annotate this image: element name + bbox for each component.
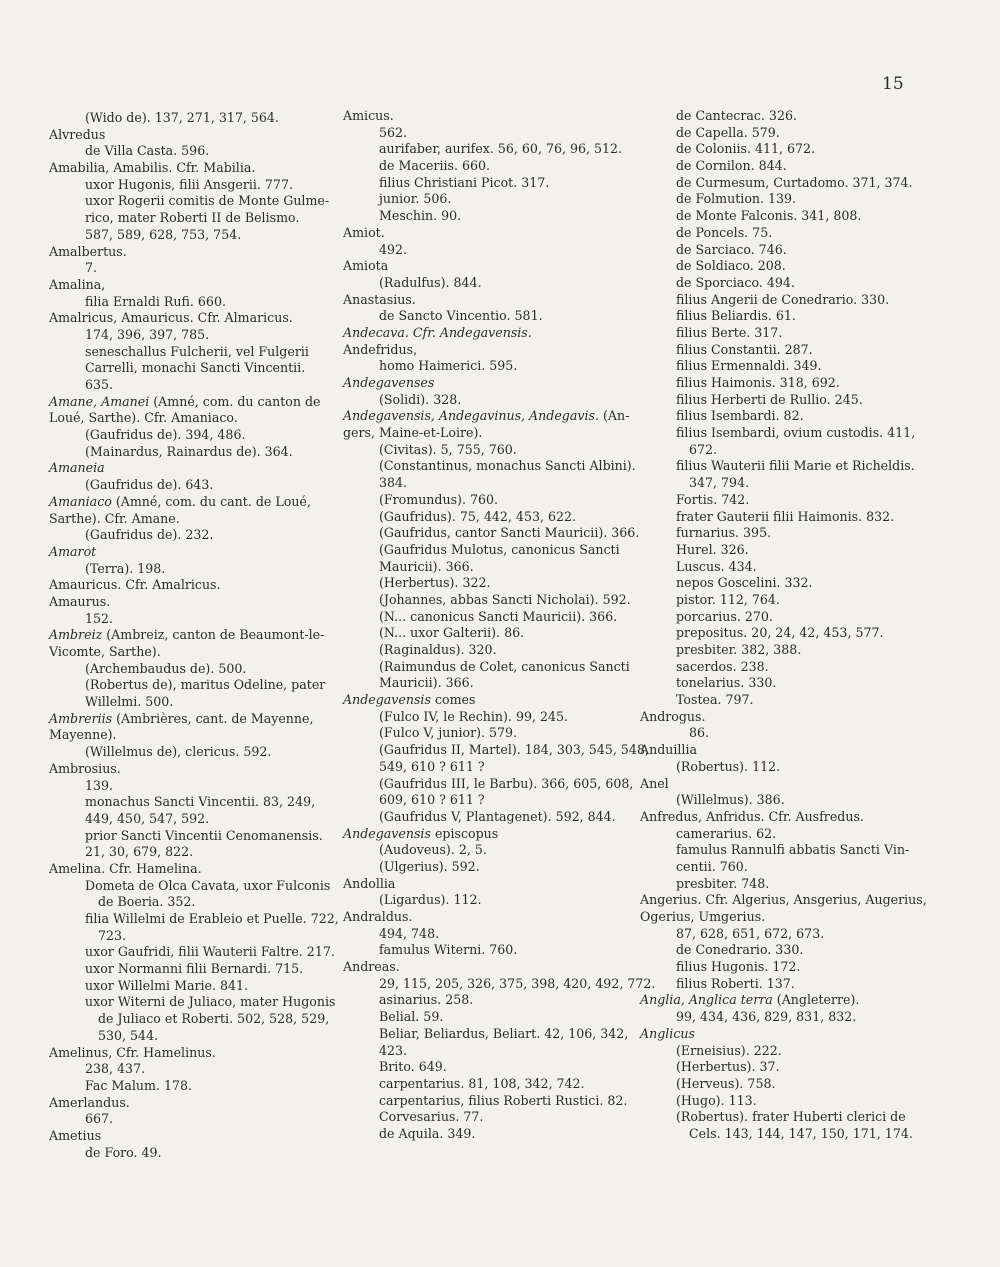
index-line: (Fulco IV, le Rechin). 99, 245. (379, 708, 569, 724)
index-line: Amarot (49, 543, 97, 559)
index-line: Amicus. (343, 108, 394, 123)
index-line: furnarius. 395. (676, 525, 772, 541)
index-line: Luscus. 434. (676, 558, 757, 574)
index-line: de Poncels. 75. (676, 224, 773, 240)
index-line: de Cantecrac. 326. (676, 108, 797, 123)
index-line: (Audoveus). 2, 5. (379, 842, 487, 858)
index-line: Angerius. Cfr. Algerius, Ansgerius, Augerius, (640, 892, 927, 908)
index-column-1 (49, 110, 339, 1161)
index-line: Amiota (343, 258, 389, 274)
index-line: 492. (379, 241, 408, 257)
index-line: presbiter. 382, 388. (676, 642, 802, 657)
index-line: (Robertus). frater Huberti clerici de (676, 1109, 906, 1125)
index-line: monachus Sancti Vincentii. 83, 249, (85, 794, 316, 810)
index-line: Androgus. (640, 708, 706, 724)
index-line: nepos Goscelini. 332. (676, 575, 813, 591)
index-line: (Willelmus). 386. (676, 792, 785, 808)
index-line: (Willelmus de), clericus. 592. (85, 744, 272, 760)
index-line: presbiter. 748. (676, 875, 770, 891)
index-line: (Gaufridus de). 232. (85, 527, 214, 543)
index-line: Amaurus. (49, 593, 111, 609)
index-line: 86. (689, 725, 710, 741)
index-line: (Fromundus). 760. (379, 491, 499, 507)
index-line: famulus Witerni. 760. (379, 942, 518, 958)
index-line: filia Ernaldi Rufi. 660. (85, 293, 226, 309)
index-line: Ambreriis (Ambrières, cant. de Mayenne, (49, 710, 314, 726)
index-line: filius Isembardi, ovium custodis. 411, (676, 425, 916, 441)
index-line: 562. (379, 124, 408, 140)
index-line: Amalbertus. (49, 243, 127, 259)
index-line: filius Wauterii filii Marie et Richeldis. (676, 458, 915, 474)
index-line: (Fulco V, junior). 579. (379, 725, 518, 741)
index-line: frater Gauterii filii Haimonis. 832. (676, 508, 895, 524)
index-line: rico, mater Roberti II de Belismo. (85, 210, 300, 226)
index-line: Anel (640, 775, 669, 791)
index-line: de Sancto Vincentio. 581. (379, 308, 543, 324)
index-line: (Robertus). 112. (676, 758, 781, 774)
index-line: filius Hugonis. 172. (676, 959, 801, 975)
index-line: Alvredus (49, 126, 106, 142)
index-line: filius Beliardis. 61. (676, 308, 796, 324)
index-line: Carrelli, monachi Sancti Vincentii. (85, 360, 306, 376)
index-line: Andecava. Cfr. Andegavensis. (343, 324, 532, 340)
index-line: (Herbertus). 322. (379, 575, 491, 591)
index-line: (Mainardus, Rainardus de). 364. (85, 443, 293, 459)
index-line: (Gaufridus III, le Barbu). 366, 605, 608, (379, 775, 634, 791)
index-line: (N... uxor Galterii). 86. (379, 625, 525, 641)
index-line: (Gaufridus II, Martel). 184, 303, 545, 548, (379, 742, 649, 758)
index-line: tonelarius. 330. (676, 675, 777, 691)
index-line: 549, 610 ? 611 ? (379, 758, 485, 774)
index-line: Brito. 649. (379, 1059, 447, 1075)
index-line: Amabilia, Amabilis. Cfr. Mabilia. (49, 160, 256, 176)
index-line: Amelinus, Cfr. Hamelinus. (49, 1044, 216, 1060)
index-line: Andegavensis episcopus (343, 825, 499, 841)
index-line: 347, 794. (689, 475, 750, 491)
index-line: de Conedrario. 330. (676, 942, 804, 958)
index-line: de Maceriis. 660. (379, 158, 491, 174)
index-line: 449, 450, 547, 592. (85, 810, 210, 826)
index-line: Fac Malum. 178. (85, 1077, 192, 1093)
index-line: homo Haimerici. 595. (379, 358, 518, 374)
index-line: Hurel. 326. (676, 541, 749, 557)
index-line: Dometa de Olca Cavata, uxor Fulconis (85, 877, 331, 893)
index-line: de Boeria. 352. (98, 894, 196, 910)
index-line: de Soldiaco. 208. (676, 258, 786, 274)
index-line: 99, 434, 436, 829, 831, 832. (676, 1009, 857, 1025)
index-line: (Gaufridus Mulotus, canonicus Sancti (379, 541, 620, 557)
index-line: carpentarius. 81, 108, 342, 742. (379, 1075, 585, 1091)
index-line: 494, 748. (379, 925, 440, 941)
index-line: uxor Witerni de Juliaco, mater Hugonis (85, 994, 336, 1010)
index-line: de Aquila. 349. (379, 1125, 476, 1141)
index-line: 152. (85, 610, 114, 626)
index-line: camerarius. 62. (676, 825, 777, 841)
index-line: Amelina. Cfr. Hamelina. (49, 860, 202, 876)
index-line: Beliar, Beliardus, Beliart. 42, 106, 342, (379, 1025, 629, 1041)
index-line: (Herveus). 758. (676, 1075, 776, 1091)
index-line: 238, 437. (85, 1061, 146, 1077)
index-line: uxor Normanni filii Bernardi. 715. (85, 961, 304, 977)
index-line: Mauricii). 366. (379, 558, 474, 574)
index-line: Anastasius. (343, 291, 416, 307)
index-line: Andegavenses (343, 375, 435, 390)
index-line: 667. (85, 1111, 114, 1127)
index-line: 384. (379, 475, 408, 491)
index-line: de Curmesum, Curtadomo. 371, 374. (676, 174, 913, 190)
index-line: Anglia, Anglica terra (Angleterre). (640, 992, 860, 1008)
index-line: de Cornilon. 844. (676, 158, 787, 174)
index-line: Andefridus, (343, 341, 418, 357)
index-line: (Radulfus). 844. (379, 274, 482, 290)
index-line: de Monte Falconis. 341, 808. (676, 208, 862, 224)
index-line: (Gaufridus V, Plantagenet). 592, 844. (379, 808, 616, 824)
index-line: asinarius. 258. (379, 992, 474, 1008)
index-line: de Sarciaco. 746. (676, 241, 787, 257)
index-line: Sarthe). Cfr. Amane. (49, 510, 180, 526)
index-line: sacerdos. 238. (676, 658, 769, 674)
index-line: (Ligardus). 112. (379, 892, 482, 908)
index-line: (Gaufridus de). 394, 486. (85, 427, 246, 443)
index-line: Belial. 59. (379, 1009, 444, 1025)
index-line: Andegavensis, Andegavinus, Andegavis. (An- (343, 408, 630, 424)
index-line: 723. (98, 927, 127, 943)
index-line: Meschin. 90. (379, 208, 462, 224)
index-line: 87, 628, 651, 672, 673. (676, 925, 825, 941)
index-line: (Gaufridus, cantor Sancti Mauricii). 366. (379, 525, 640, 541)
index-line: (Johannes, abbas Sancti Nicholai). 592. (379, 591, 631, 607)
index-line: (Hugo). 113. (676, 1092, 757, 1108)
index-line: Fortis. 742. (676, 491, 750, 507)
index-line: Cels. 143, 144, 147, 150, 171, 174. (689, 1125, 913, 1141)
index-line: Ametius (49, 1127, 102, 1143)
index-line: junior. 506. (379, 191, 452, 207)
index-line: uxor Willelmi Marie. 841. (85, 977, 249, 993)
index-column-3 (640, 108, 927, 1143)
index-line: 423. (379, 1042, 408, 1058)
index-line: Vicomte, Sarthe). (49, 644, 161, 659)
index-line: Anfredus, Anfridus. Cfr. Ausfredus. (640, 808, 864, 824)
index-line: (Robertus de), maritus Odeline, pater (85, 677, 326, 693)
index-line: Ambreiz (Ambreiz, canton de Beaumont-le- (49, 627, 325, 643)
index-line: 21, 30, 679, 822. (85, 844, 194, 860)
index-line: uxor Hugonis, filii Ansgerii. 777. (85, 176, 293, 192)
index-line: 609, 610 ? 611 ? (379, 792, 485, 808)
index-line: filius Ermennaldi. 349. (676, 358, 822, 374)
index-line: filius Berte. 317. (676, 324, 783, 340)
index-line: de Juliaco et Roberti. 502, 528, 529, (98, 1011, 330, 1027)
index-line: 635. (85, 377, 114, 392)
index-line: pistor. 112, 764. (676, 591, 780, 607)
page-number: 15 (882, 74, 904, 94)
index-line: Mauricii). 366. (379, 675, 474, 691)
index-line: Tostea. 797. (676, 692, 754, 708)
index-line: (Raimundus de Colet, canonicus Sancti (379, 658, 630, 674)
index-line: 672. (689, 441, 718, 457)
index-line: Mayenne). (49, 727, 117, 743)
index-line: filius Haimonis. 318, 692. (676, 375, 840, 390)
index-line: 139. (85, 777, 114, 793)
index-line: (Civitas). 5, 755, 760. (379, 441, 517, 457)
index-line: seneschallus Fulcherii, vel Fulgerii (85, 343, 309, 359)
index-line: prior Sancti Vincentii Cenomanensis. (85, 827, 323, 843)
index-line: 29, 115, 205, 326, 375, 398, 420, 492, 772. (379, 975, 656, 991)
index-line: prepositus. 20, 24, 42, 453, 577. (676, 625, 884, 641)
index-line: Ogerius, Umgerius. (640, 909, 766, 924)
index-line: (Erneisius). 222. (676, 1042, 782, 1058)
index-line: filius Angerii de Conedrario. 330. (676, 291, 890, 307)
index-line: de Foro. 49. (85, 1144, 162, 1160)
index-line: Amalina, (49, 276, 106, 292)
index-line: Andraldus. (343, 909, 413, 924)
index-line: filius Herberti de Rullio. 245. (676, 391, 863, 407)
index-line: (Ulgerius). 592. (379, 858, 480, 874)
index-line: 7. (85, 260, 98, 276)
index-line: Amiot. (343, 224, 385, 240)
index-line: filia Willelmi de Erableio et Puelle. 722, (85, 911, 339, 926)
index-line: uxor Rogerii comitis de Monte Gulme- (85, 193, 330, 209)
index-line: 174, 396, 397, 785. (85, 326, 210, 342)
index-line: de Folmution. 139. (676, 191, 797, 207)
index-line: Amane, Amanei (Amné, com. du canton de (49, 393, 321, 409)
index-line: carpentarius, filius Roberti Rustici. 82. (379, 1092, 628, 1108)
index-line: Anglicus (640, 1025, 695, 1041)
index-line: (Constantinus, monachus Sancti Albini). (379, 458, 636, 474)
index-line: Anduillia (640, 742, 697, 758)
index-line: (Gaufridus). 75, 442, 453, 622. (379, 508, 577, 524)
index-line: filius Isembardi. 82. (676, 408, 804, 424)
index-line: (N... canonicus Sancti Mauricii). 366. (379, 608, 618, 624)
index-line: Andreas. (343, 959, 400, 975)
index-line: Amaniaco (Amné, com. du cant. de Loué, (49, 493, 311, 509)
index-line: Amalricus, Amauricus. Cfr. Almaricus. (49, 310, 293, 326)
index-line: Amerlandus. (49, 1094, 130, 1110)
index-line: 587, 589, 628, 753, 754. (85, 226, 242, 242)
index-line: (Archembaudus de). 500. (85, 660, 247, 676)
index-line: (Herbertus). 37. (676, 1059, 780, 1075)
index-line: de Coloniis. 411, 672. (676, 141, 816, 157)
index-line: porcarius. 270. (676, 608, 773, 624)
index-line: (Raginaldus). 320. (379, 642, 497, 657)
index-line: 530, 544. (98, 1027, 159, 1043)
index-line: Amauricus. Cfr. Amalricus. (49, 577, 221, 593)
index-line: centii. 760. (676, 858, 748, 874)
index-line: filius Christiani Picot. 317. (379, 174, 550, 190)
index-line: aurifaber, aurifex. 56, 60, 76, 96, 512. (379, 141, 623, 157)
index-line: (Solidi). 328. (379, 391, 462, 407)
index-line: de Villa Casta. 596. (85, 143, 210, 159)
index-line: filius Constantii. 287. (676, 341, 813, 357)
index-line: Ambrosius. (49, 760, 121, 776)
index-line: Andollia (343, 875, 396, 891)
index-line: (Terra). 198. (85, 560, 166, 576)
index-line: uxor Gaufridi, filii Wauterii Faltre. 217. (85, 944, 335, 960)
index-line: (Wido de). 137, 271, 317, 564. (85, 110, 279, 125)
index-line: (Gaufridus de). 643. (85, 477, 214, 493)
index-line: Loué, Sarthe). Cfr. Amaniaco. (49, 410, 238, 426)
index-line: famulus Rannulfi abbatis Sancti Vin- (676, 842, 910, 858)
index-line: gers, Maine-et-Loire). (343, 425, 483, 441)
index-line: de Sporciaco. 494. (676, 274, 795, 290)
index-line: filius Roberti. 137. (676, 975, 795, 991)
index-line: Andegavensis comes (343, 692, 476, 708)
index-line: Willelmi. 500. (85, 694, 174, 710)
index-line: de Capella. 579. (676, 124, 780, 140)
index-line: Amaneia (49, 460, 105, 476)
index-line: Corvesarius. 77. (379, 1109, 484, 1125)
